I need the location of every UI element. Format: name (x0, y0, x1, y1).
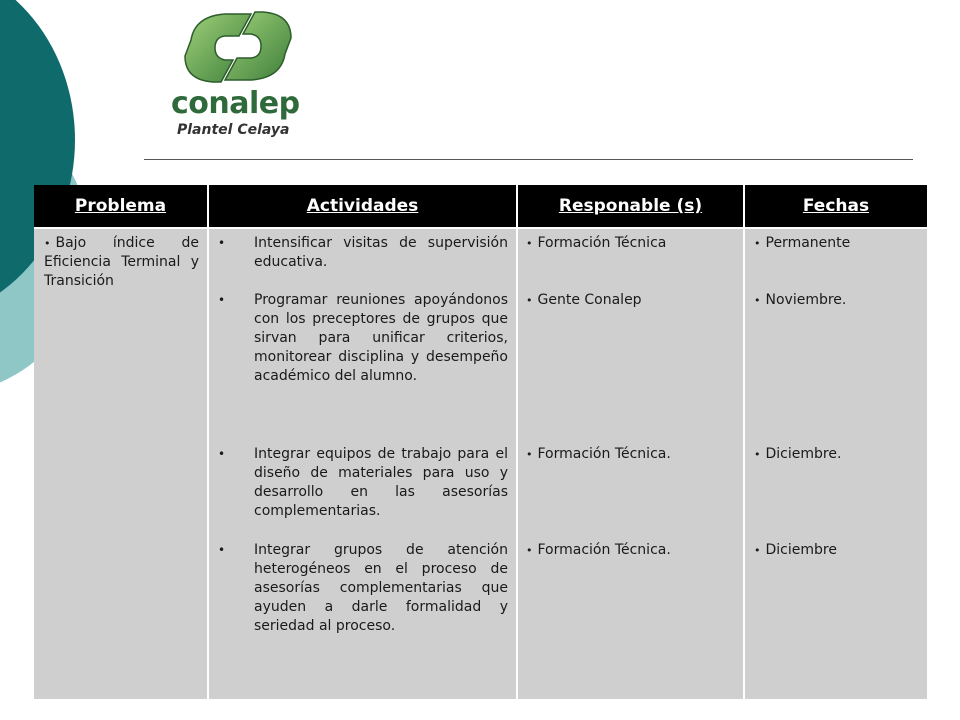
actividad-text: Integrar grupos de atención heterogéneos en el proceso de asesorías complementarias que ayuden a darle formalidad y seriedad al proceso. (254, 542, 508, 634)
actividad-text: Programar reuniones apoyándonos con los preceptores de grupos que sirvan para unificar criterios, monitorear disciplina y desempeño académico del alumno. (254, 292, 508, 384)
responsable-item: • Formación Técnica. (526, 445, 671, 464)
header-separator (34, 227, 927, 229)
logo-emblem-icon (173, 2, 303, 92)
bullet-icon: • (218, 293, 226, 307)
responsable-item: • Gente Conalep (526, 291, 642, 310)
bullet-icon: • (218, 543, 226, 557)
column-divider (516, 185, 518, 699)
fecha-item: • Permanente (754, 234, 850, 253)
actividad-item (218, 445, 508, 521)
conalep-logo (165, 0, 315, 145)
header-problema: Problema (34, 185, 207, 227)
header-fechas: Fechas (745, 185, 927, 227)
header-actividades: Actividades (209, 185, 516, 227)
actividad-text: Integrar equipos de trabajo para el diseño de materiales para uso y desarrollo en las asesorías complementarias. (254, 446, 508, 519)
bullet-icon: • (218, 236, 226, 250)
fecha-item: • Diciembre (754, 541, 837, 560)
fecha-item: • Diciembre. (754, 445, 841, 464)
logo-wordmark: conalep (171, 86, 300, 121)
actividad-item (218, 291, 508, 386)
action-plan-table (34, 185, 927, 699)
header-responsables: Responable (s) (518, 185, 743, 227)
column-divider (743, 185, 745, 699)
header-divider (144, 159, 913, 160)
column-divider (207, 185, 209, 699)
bullet-icon: • (218, 447, 226, 461)
actividad-item (218, 541, 508, 636)
responsable-item: • Formación Técnica. (526, 541, 671, 560)
responsable-item: • Formación Técnica (526, 234, 666, 253)
actividad-text: Intensificar visitas de supervisión educativa. (254, 235, 508, 270)
actividad-item (218, 234, 508, 272)
fecha-item: • Noviembre. (754, 291, 846, 310)
logo-subtitle: Plantel Celaya (177, 122, 290, 138)
problema-cell: • Bajo índice de Eficiencia Terminal y Transición (44, 234, 199, 291)
